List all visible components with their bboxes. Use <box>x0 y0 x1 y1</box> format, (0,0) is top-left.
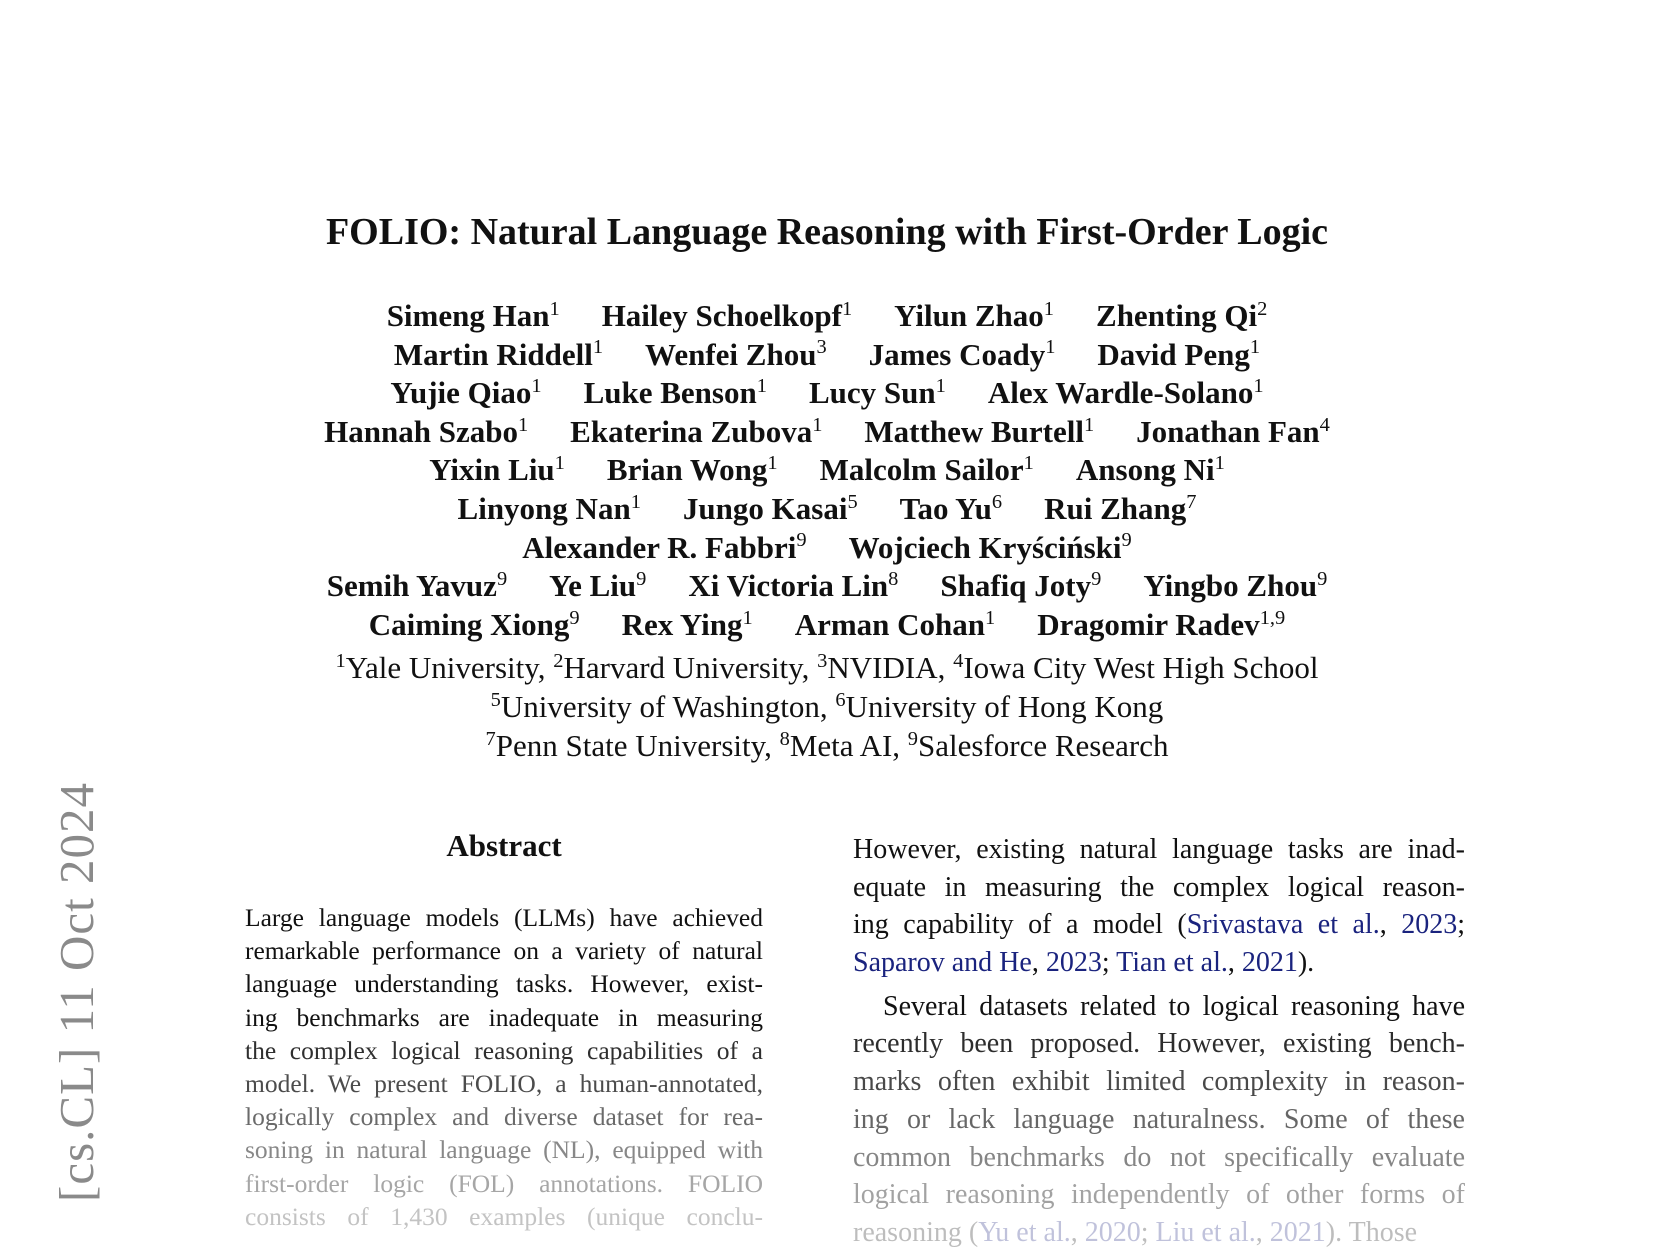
affiliation-name: Yale University, <box>345 650 554 685</box>
author-name: Brian Wong <box>606 452 768 488</box>
author-line <box>0 297 1654 336</box>
author-name: Arman Cohan <box>794 606 986 642</box>
affiliation-mark: 8 <box>779 727 790 750</box>
citation-link: 2023 <box>1045 947 1102 979</box>
author-affiliation-mark: 1 <box>1253 374 1264 397</box>
author-name: Yixin Liu <box>429 452 555 488</box>
author-affiliation-mark: 1 <box>630 490 641 513</box>
affiliation-mark: 1 <box>335 649 346 672</box>
author-name: Semih Yavuz <box>326 568 497 604</box>
author-name: Linyong Nan <box>457 490 631 526</box>
citation-link: Liu et al. <box>1155 1216 1256 1248</box>
author-affiliation-mark: 1 <box>1045 336 1056 359</box>
affiliation-mark: 5 <box>490 688 501 711</box>
author-affiliation-mark: 9 <box>1317 567 1328 590</box>
body-text-line <box>853 1101 1465 1139</box>
author-affiliation-mark: 1 <box>742 606 753 629</box>
author <box>1143 568 1327 603</box>
author-name: Rui Zhang <box>1044 490 1187 526</box>
author-affiliation-mark: 9 <box>1091 567 1102 590</box>
author <box>1096 298 1267 333</box>
author <box>1097 337 1260 372</box>
author <box>394 337 603 372</box>
author-affiliation-mark: 6 <box>991 490 1003 513</box>
body-text-line <box>853 1025 1465 1063</box>
author-affiliation-mark: 1 <box>756 374 767 397</box>
abstract-line: Large language models (LLMs) have achieved <box>245 903 763 932</box>
text-segment: , <box>1379 909 1402 941</box>
author-name: Lucy Sun <box>808 375 936 411</box>
author-name: Ekaterina Zubova <box>570 413 813 449</box>
text-segment: ). Those <box>1325 1216 1418 1248</box>
author-affiliation-mark: 1 <box>1249 336 1261 359</box>
author-line <box>0 529 1654 568</box>
author <box>683 491 858 526</box>
abstract-line: logically complex and diverse dataset for rea- <box>245 1102 763 1132</box>
affiliation-mark: 3 <box>817 649 828 672</box>
author-name: Xi Victoria Lin <box>688 568 889 604</box>
author-name: Luke Benson <box>583 375 757 411</box>
author-affiliation-mark: 9 <box>796 529 807 552</box>
intro-column <box>853 831 1465 1252</box>
body-text-line <box>853 988 1465 1026</box>
author-affiliation-mark: 9 <box>636 567 647 590</box>
author-affiliation-mark: 4 <box>1319 413 1330 436</box>
text-segment: , <box>1031 947 1046 979</box>
text-segment: ; <box>1101 947 1117 979</box>
author <box>390 375 541 410</box>
text-segment: equate in measuring the complex logical reason- <box>853 871 1465 903</box>
text-segment: common benchmarks do not specifically evaluate <box>853 1141 1465 1173</box>
author <box>369 607 580 642</box>
abstract-body <box>245 901 763 1233</box>
author-affiliation-mark: 1 <box>985 606 996 629</box>
author-name: Malcolm Sailor <box>819 452 1024 488</box>
text-segment: ). <box>1297 947 1315 979</box>
author-affiliation-mark: 2 <box>1257 297 1268 320</box>
author-affiliation-mark: 1 <box>1023 452 1034 475</box>
author-affiliation-mark: 1,9 <box>1259 606 1286 629</box>
author-affiliation-mark: 1 <box>935 374 946 397</box>
affiliation-name: Salesforce Research <box>918 728 1169 763</box>
author-name: Ansong Ni <box>1075 452 1215 488</box>
author-affiliation-mark: 1 <box>1043 297 1055 320</box>
affiliation-name: Harvard University, <box>563 650 818 685</box>
author-name: Yilun Zhao <box>894 298 1044 333</box>
author-name: Wenfei Zhou <box>645 336 817 372</box>
text-segment: ing or lack language naturalness. Some of these <box>853 1103 1465 1135</box>
author-name: Alex Wardle-Solano <box>987 375 1254 411</box>
author-affiliation-mark: 1 <box>517 413 529 436</box>
affiliation-mark: 2 <box>553 649 564 672</box>
author <box>894 298 1054 333</box>
body-text-line <box>853 1176 1465 1214</box>
affiliation-list <box>0 648 1654 765</box>
text-segment: , <box>1255 1216 1270 1248</box>
text-segment: ; <box>1140 1216 1156 1248</box>
body-text-line <box>853 1214 1465 1252</box>
author-name: Matthew Burtell <box>864 413 1084 449</box>
author-affiliation-mark: 1 <box>549 297 560 320</box>
author <box>645 337 827 372</box>
author-name: Wojciech Kryściński <box>848 529 1122 565</box>
author <box>940 568 1101 603</box>
citation-link: Tian et al. <box>1116 947 1228 979</box>
body-text-line <box>853 1063 1465 1101</box>
abstract-line: ing benchmarks are inadequate in measuring <box>245 1002 763 1032</box>
affiliation-name: University of Hong Kong <box>845 689 1164 724</box>
text-segment: recently been proposed. However, existing bench- <box>853 1028 1465 1060</box>
author-name: Yingbo Zhou <box>1143 568 1318 604</box>
author <box>688 568 898 603</box>
paper-title: FOLIO: Natural Language Reasoning with First-Order Logic <box>325 211 1329 253</box>
author-affiliation-mark: 9 <box>1121 529 1132 552</box>
author <box>900 491 1002 526</box>
author-affiliation-mark: 1 <box>841 297 853 320</box>
text-segment: ; <box>1457 909 1465 941</box>
text-segment: marks often exhibit limited complexity in reason- <box>853 1066 1465 1098</box>
body-text-line <box>853 869 1465 907</box>
author-affiliation-mark: 9 <box>569 606 580 629</box>
text-segment: reasoning ( <box>853 1216 979 1248</box>
author <box>809 375 946 410</box>
citation-link: Yu et al. <box>978 1216 1071 1248</box>
text-segment: , <box>1227 947 1242 979</box>
author-name: Zhenting Qi <box>1096 298 1258 333</box>
author <box>429 452 565 487</box>
author <box>387 298 560 333</box>
author-affiliation-mark: 1 <box>1214 452 1225 475</box>
affiliation-mark: 4 <box>953 649 964 672</box>
citation-link: Saparov and He <box>853 947 1032 979</box>
author-name: Martin Riddell <box>393 336 593 372</box>
affiliation-name: University of Washington, <box>500 689 836 724</box>
abstract-line: soning in natural language (NL), equipped with <box>245 1135 763 1165</box>
author-line <box>0 413 1654 452</box>
affiliation-line <box>0 726 1654 765</box>
author-name: Dragomir Radev <box>1037 606 1260 642</box>
author-name: Simeng Han <box>386 298 550 333</box>
body-text-line <box>853 906 1465 944</box>
author-name: Alexander R. Fabbri <box>522 529 797 565</box>
affiliation-mark: 7 <box>485 727 496 750</box>
body-text-line <box>853 944 1465 982</box>
author-name: Jungo Kasai <box>682 490 848 526</box>
author <box>602 298 852 333</box>
author <box>1076 452 1225 487</box>
author-line <box>0 490 1654 529</box>
affiliation-line <box>0 648 1654 687</box>
abstract-line: consists of 1,430 examples (unique conclu- <box>245 1201 763 1231</box>
author-line <box>0 451 1654 490</box>
author-line <box>0 374 1654 413</box>
abstract-line: first-order logic (FOL) annotations. FOLIO <box>245 1168 763 1198</box>
author-affiliation-mark: 9 <box>496 567 508 590</box>
text-segment: Several datasets related to logical reasoning have <box>883 990 1465 1022</box>
author-affiliation-mark: 3 <box>816 336 827 359</box>
author <box>864 414 1094 449</box>
author-list <box>0 297 1654 644</box>
body-text-line <box>853 831 1465 869</box>
author <box>458 491 641 526</box>
author <box>869 337 1056 372</box>
author-name: Jonathan Fan <box>1136 413 1320 449</box>
author-name: Shafiq Joty <box>940 568 1092 604</box>
author-name: Hailey Schoelkopf <box>601 298 842 333</box>
affiliation-name: Penn State University, <box>495 728 780 763</box>
author <box>1044 491 1196 526</box>
author <box>1136 414 1330 449</box>
author <box>522 530 806 565</box>
author <box>1037 607 1285 642</box>
citation-link: 2021 <box>1269 1216 1326 1248</box>
author <box>584 375 767 410</box>
author <box>820 452 1034 487</box>
arxiv-identifier: [cs.CL] 11 Oct 2024 <box>49 782 104 1202</box>
author-line <box>0 606 1654 645</box>
abstract-line: the complex logical reasoning capabilities of a <box>245 1035 763 1065</box>
abstract-line: remarkable performance on a variety of natural <box>245 936 763 966</box>
author <box>849 530 1132 565</box>
author-name: Tao Yu <box>899 490 992 526</box>
author <box>988 375 1264 410</box>
author <box>795 607 996 642</box>
author <box>549 568 646 603</box>
author-line <box>0 567 1654 606</box>
author-name: James Coady <box>868 336 1046 372</box>
author-affiliation-mark: 1 <box>531 374 542 397</box>
author <box>324 414 528 449</box>
author-name: Ye Liu <box>549 568 637 604</box>
text-segment: However, existing natural language tasks are inad- <box>853 834 1465 865</box>
affiliation-name: NVIDIA, <box>827 650 954 685</box>
author-affiliation-mark: 7 <box>1186 490 1197 513</box>
citation-link: 2021 <box>1241 947 1298 979</box>
author-affiliation-mark: 5 <box>847 490 858 513</box>
author <box>570 414 822 449</box>
body-text-line <box>853 1139 1465 1177</box>
author <box>607 452 778 487</box>
text-segment: logical reasoning independently of other forms of <box>853 1179 1465 1211</box>
abstract-heading: Abstract <box>446 828 562 863</box>
affiliation-name: Iowa City West High School <box>963 650 1319 685</box>
author-affiliation-mark: 1 <box>592 336 604 359</box>
affiliation-name: Meta AI, <box>789 728 908 763</box>
text-segment: , <box>1070 1216 1085 1248</box>
author-affiliation-mark: 1 <box>554 452 565 475</box>
citation-link: 2020 <box>1084 1216 1141 1248</box>
author <box>327 568 507 603</box>
affiliation-line <box>0 687 1654 726</box>
author-line <box>0 336 1654 375</box>
author-affiliation-mark: 1 <box>767 452 778 475</box>
author-affiliation-mark: 8 <box>888 567 899 590</box>
abstract-line: language understanding tasks. However, exist- <box>245 969 763 999</box>
text-segment: ing capability of a model ( <box>853 909 1187 941</box>
author-name: Rex Ying <box>621 606 743 642</box>
author-affiliation-mark: 1 <box>812 413 823 436</box>
abstract-line: model. We present FOLIO, a human-annotated, <box>245 1068 763 1098</box>
affiliation-mark: 9 <box>907 727 918 750</box>
citation-link: 2023 <box>1401 909 1458 941</box>
author-affiliation-mark: 1 <box>1083 413 1095 436</box>
citation-link: Srivastava et al. <box>1186 909 1380 941</box>
author-name: Caiming Xiong <box>368 606 570 642</box>
affiliation-mark: 6 <box>835 688 846 711</box>
author-name: Hannah Szabo <box>324 413 518 449</box>
author-name: David Peng <box>1097 336 1250 372</box>
author-name: Yujie Qiao <box>390 375 532 411</box>
author <box>622 607 753 642</box>
